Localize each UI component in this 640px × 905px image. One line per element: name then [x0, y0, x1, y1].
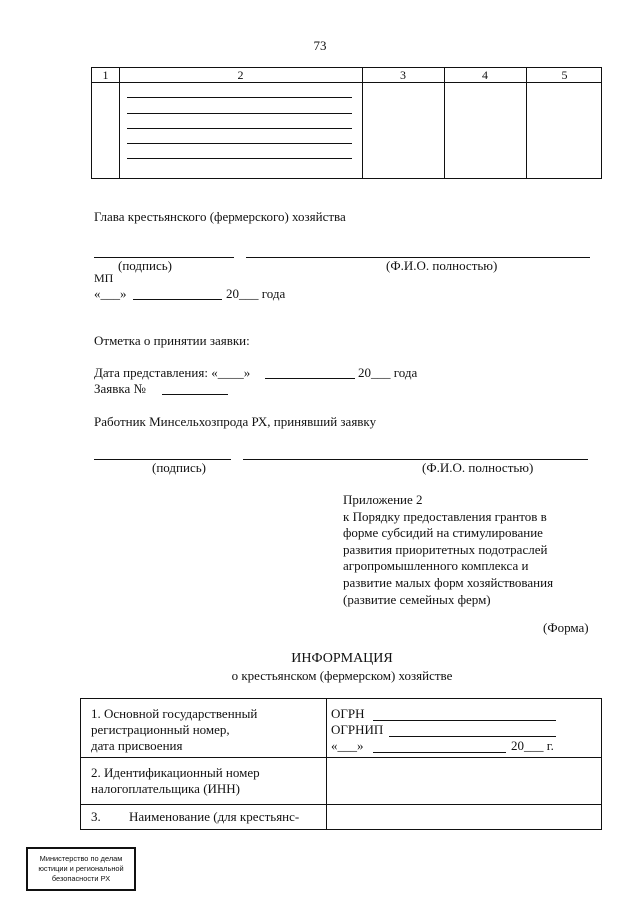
- row3-number: 3.: [91, 809, 101, 824]
- column-header-2: 2: [237, 68, 244, 82]
- signature-caption: (подпись): [118, 258, 172, 273]
- appendix-line: (развитие семейных ферм): [343, 591, 491, 607]
- fill-line: [127, 158, 352, 159]
- column-divider: [526, 68, 527, 178]
- submission-month-line: [265, 378, 355, 379]
- appendix-line: развития приоритетных подотраслей: [343, 541, 548, 557]
- table-header-divider: [92, 82, 601, 83]
- ogrnip-field-line: [389, 736, 556, 737]
- fill-line: [127, 143, 352, 144]
- column-header-1: 1: [102, 68, 109, 82]
- head-title: Глава крестьянского (фермерского) хозяйства: [94, 209, 346, 224]
- column-header-4: 4: [482, 68, 488, 82]
- ogrnip-label: ОГРНИП: [331, 722, 384, 737]
- employee-name-caption: (Ф.И.О. полностью): [422, 460, 534, 475]
- employee-signature-caption: (подпись): [152, 460, 206, 475]
- fill-line: [127, 97, 352, 98]
- ogrn-value-cell: [331, 706, 601, 754]
- registration-month-line: [373, 752, 506, 753]
- ogrn-field-line: [373, 720, 556, 721]
- date-open: «___»: [94, 286, 127, 301]
- fill-line: [127, 128, 352, 129]
- name-caption: (Ф.И.О. полностью): [386, 258, 498, 273]
- date-year: 20___ года: [226, 286, 286, 301]
- form-label: (Форма): [543, 620, 589, 635]
- info-subtitle: о крестьянском (фермерском) хозяйстве: [231, 668, 453, 683]
- column-divider: [326, 699, 327, 829]
- appendix-line: форме субсидий на стимулирование: [343, 525, 543, 541]
- ogrn-label: ОГРН: [331, 706, 365, 721]
- inn-label-cell: 2. Идентификационный номер налогоплательщика (ИНН): [91, 765, 260, 796]
- appendix-line: к Порядку предоставления грантов в: [343, 508, 547, 524]
- fill-line: [127, 113, 352, 114]
- employee-label: Работник Минсельхозпрода РХ, принявший заявку: [94, 414, 377, 429]
- row3-text: Наименование (для крестьянс-: [129, 809, 300, 824]
- appendix-block: [343, 492, 593, 608]
- ministry-stamp: Министерство по делам юстиции и региональной безопасности РХ: [26, 847, 136, 891]
- info-table: [80, 698, 602, 830]
- request-number-line: [162, 394, 228, 395]
- acceptance-heading: Отметка о принятии заявки:: [94, 333, 250, 348]
- column-header-5: 5: [561, 68, 568, 82]
- submission-date-label: Дата представления: «____»: [94, 365, 251, 380]
- date-month-line: [133, 299, 222, 300]
- column-divider: [444, 68, 445, 178]
- column-header-3: 3: [400, 68, 406, 82]
- info-title: ИНФОРМАЦИЯ: [291, 651, 393, 666]
- column-divider: [119, 68, 120, 178]
- registration-date-open: «___»: [331, 738, 364, 753]
- registration-date-year: 20___ г.: [511, 738, 554, 753]
- row-divider: [81, 804, 601, 805]
- ogrn-label-cell: 1. Основной государственный регистрационный номер, дата присвоения: [91, 706, 258, 753]
- appendix-line: Приложение 2: [343, 492, 423, 507]
- top-table: [91, 67, 602, 179]
- appendix-line: агропромышленного комплекса и: [343, 558, 529, 574]
- seal-label: МП: [94, 271, 114, 285]
- name-label-cell: [91, 809, 323, 825]
- request-number-label: Заявка №: [94, 381, 146, 396]
- appendix-line: развитие малых форм хозяйствования: [343, 574, 554, 590]
- row-divider: [81, 757, 601, 758]
- page-number: 73: [313, 38, 327, 53]
- submission-date-year: 20___ года: [358, 365, 418, 380]
- column-divider: [362, 68, 363, 178]
- employee-name-line: [243, 459, 588, 460]
